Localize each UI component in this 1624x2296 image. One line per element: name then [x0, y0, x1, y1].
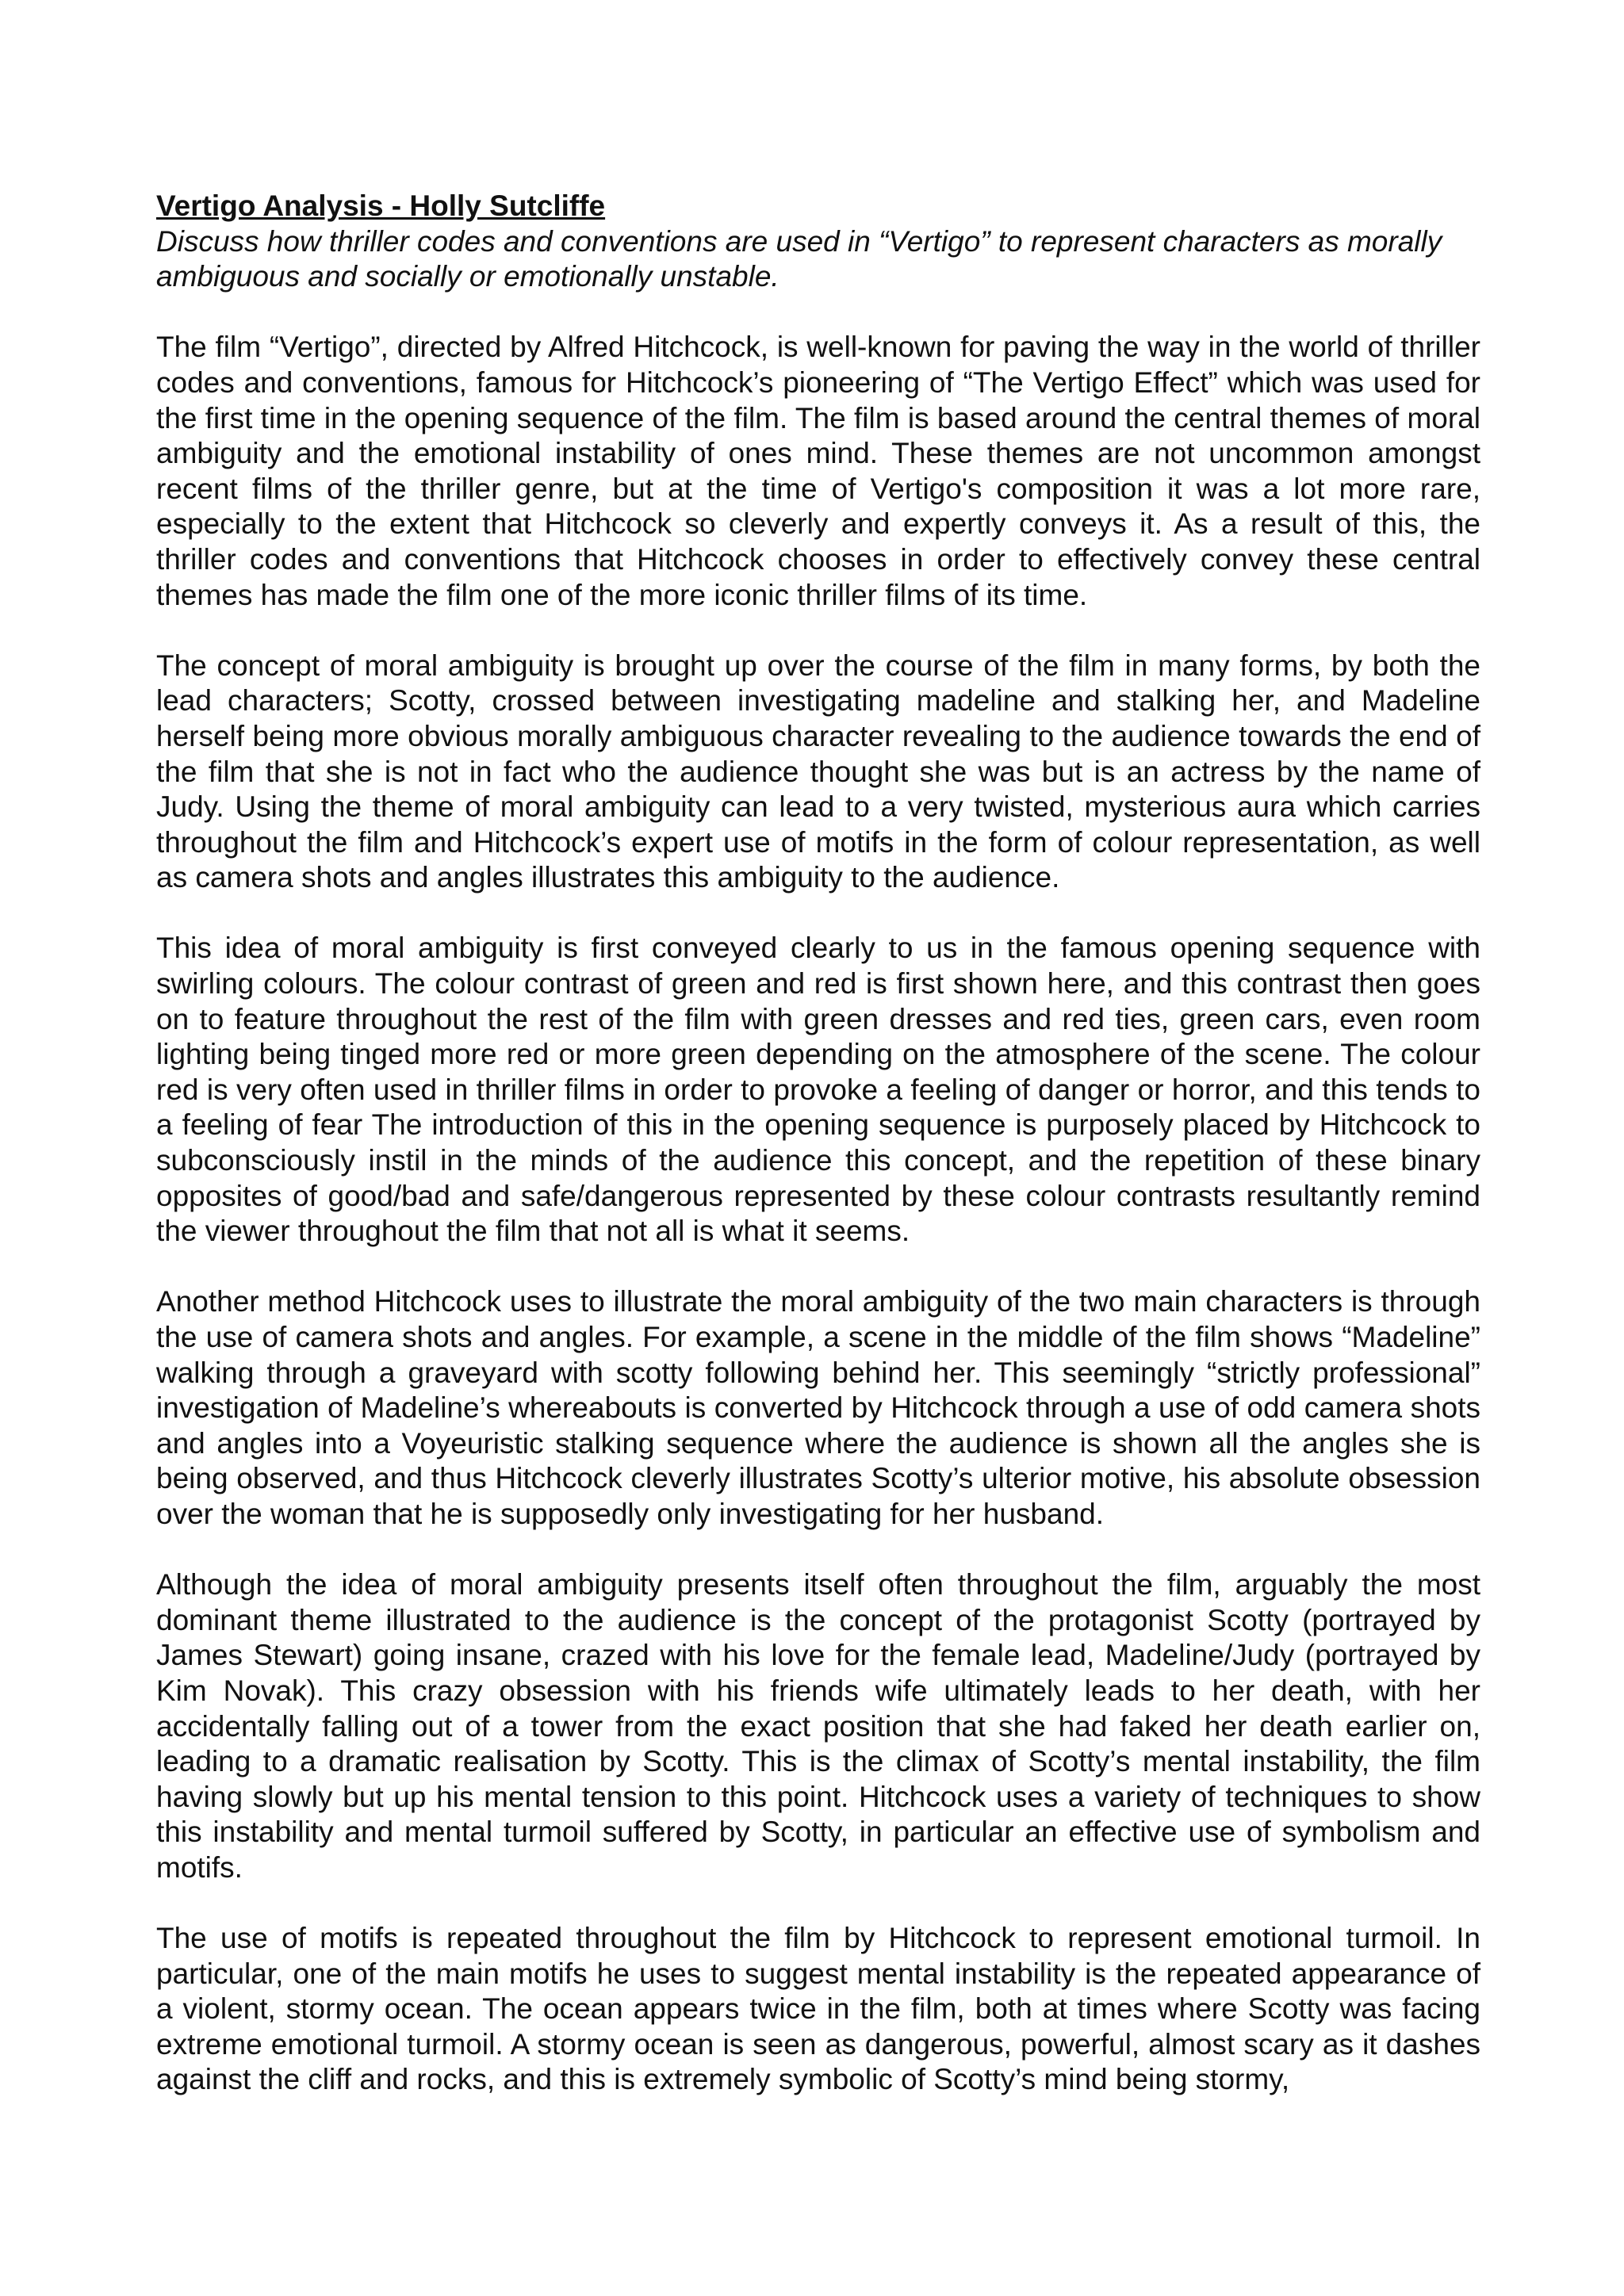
paragraph-6: The use of motifs is repeated throughout the film by Hitchcock to represent emotional turmoil. In particular, one of the main motifs he uses to suggest mental instability is the repeated appearance of a violent, stormy ocean. The ocean appears twice in the film, both at times where Scotty was facing extreme emotional turmoil. A stormy ocean is seen as dangerous, powerful, almost scary as it dashes against the cliff and rocks, and this is extremely symbolic of Scotty’s mind being stormy,	[156, 1922, 1480, 2096]
paragraph-4: Another method Hitchcock uses to illustrate the moral ambiguity of the two main characters is through the use of camera shots and angles. For example, a scene in the middle of the film shows “Madeline” walking through a graveyard with scotty following behind her. This seemingly “strictly professional” investigation of Madeline’s whereabouts is converted by Hitchcock through a use of odd camera shots and angles into a Voyeuristic stalking sequence where the audience is shown all the angles she is being observed, and thus Hitchcock cleverly illustrates Scotty’s ulterior motive, his absolute obsession over the woman that he is supposedly only investigating for her husband.	[156, 1285, 1480, 1530]
paragraph-1: The film “Vertigo”, directed by Alfred Hitchcock, is well-known for paving the way in the world of thriller codes and conventions, famous for Hitchcock’s pioneering of “The Vertigo Effect” which was used for the first time in the opening sequence of the film. The film is based around the central themes of moral ambiguity and the emotional instability of ones mind. These themes are not uncommon amongst recent films of the thriller genre, but at the time of Vertigo's composition it was a lot more rare, especially to the extent that Hitchcock so cleverly and expertly conveys it. As a result of this, the thriller codes and conventions that Hitchcock chooses in order to effectively convey these central themes has made the film one of the more iconic thriller films of its time.	[156, 331, 1480, 611]
document-page	[156, 189, 1480, 2098]
essay-question: Discuss how thriller codes and conventions are used in “Vertigo” to represent characters as morally ambiguous and socially or emotionally unstable.	[156, 224, 1442, 293]
paragraph-2: The concept of moral ambiguity is brought up over the course of the film in many forms, by both the lead characters; Scotty, crossed between investigating madeline and stalking her, and Madeline herself being more obvious morally ambiguous character revealing to the audience towards the end of the film that she is not in fact who the audience thought she was but is an actress by the name of Judy. Using the theme of moral ambiguity can lead to a very twisted, mysterious aura which carries throughout the film and Hitchcock’s expert use of motifs in the form of colour representation, as well as camera shots and angles illustrates this ambiguity to the audience.	[156, 649, 1480, 894]
paragraph-3: This idea of moral ambiguity is first conveyed clearly to us in the famous opening sequence with swirling colours. The colour contrast of green and red is first shown here, and this contrast then goes on to feature throughout the rest of the film with green dresses and red ties, green cars, even room lighting being tinged more red or more green depending on the atmosphere of the scene. The colour red is very often used in thriller films in order to provoke a feeling of danger or horror, and this tends to a feeling of fear The introduction of this in the opening sequence is purposely placed by Hitchcock to subconsciously instil in the minds of the audience this concept, and the repetition of these binary opposites of good/bad and safe/dangerous represented by these colour contrasts resultantly remind the viewer throughout the film that not all is what it seems.	[156, 932, 1480, 1248]
document-title: Vertigo Analysis - Holly Sutcliffe	[156, 189, 606, 222]
paragraph-5: Although the idea of moral ambiguity presents itself often throughout the film, arguably the most dominant theme illustrated to the audience is the concept of the protagonist Scotty (portrayed by James Stewart) going insane, crazed with his love for the female lead, Madeline/Judy (portrayed by Kim Novak). This crazy obsession with his friends wife ultimately leads to her death, with her accidentally falling out of a tower from the exact position that she had faked her death earlier on, leading to a dramatic realisation by Scotty. This is the climax of Scotty’s mental instability, the film having slowly but up his mental tension to this point. Hitchcock uses a variety of techniques to show this instability and mental turmoil suffered by Scotty, in particular an effective use of symbolism and motifs.	[156, 1568, 1480, 1884]
